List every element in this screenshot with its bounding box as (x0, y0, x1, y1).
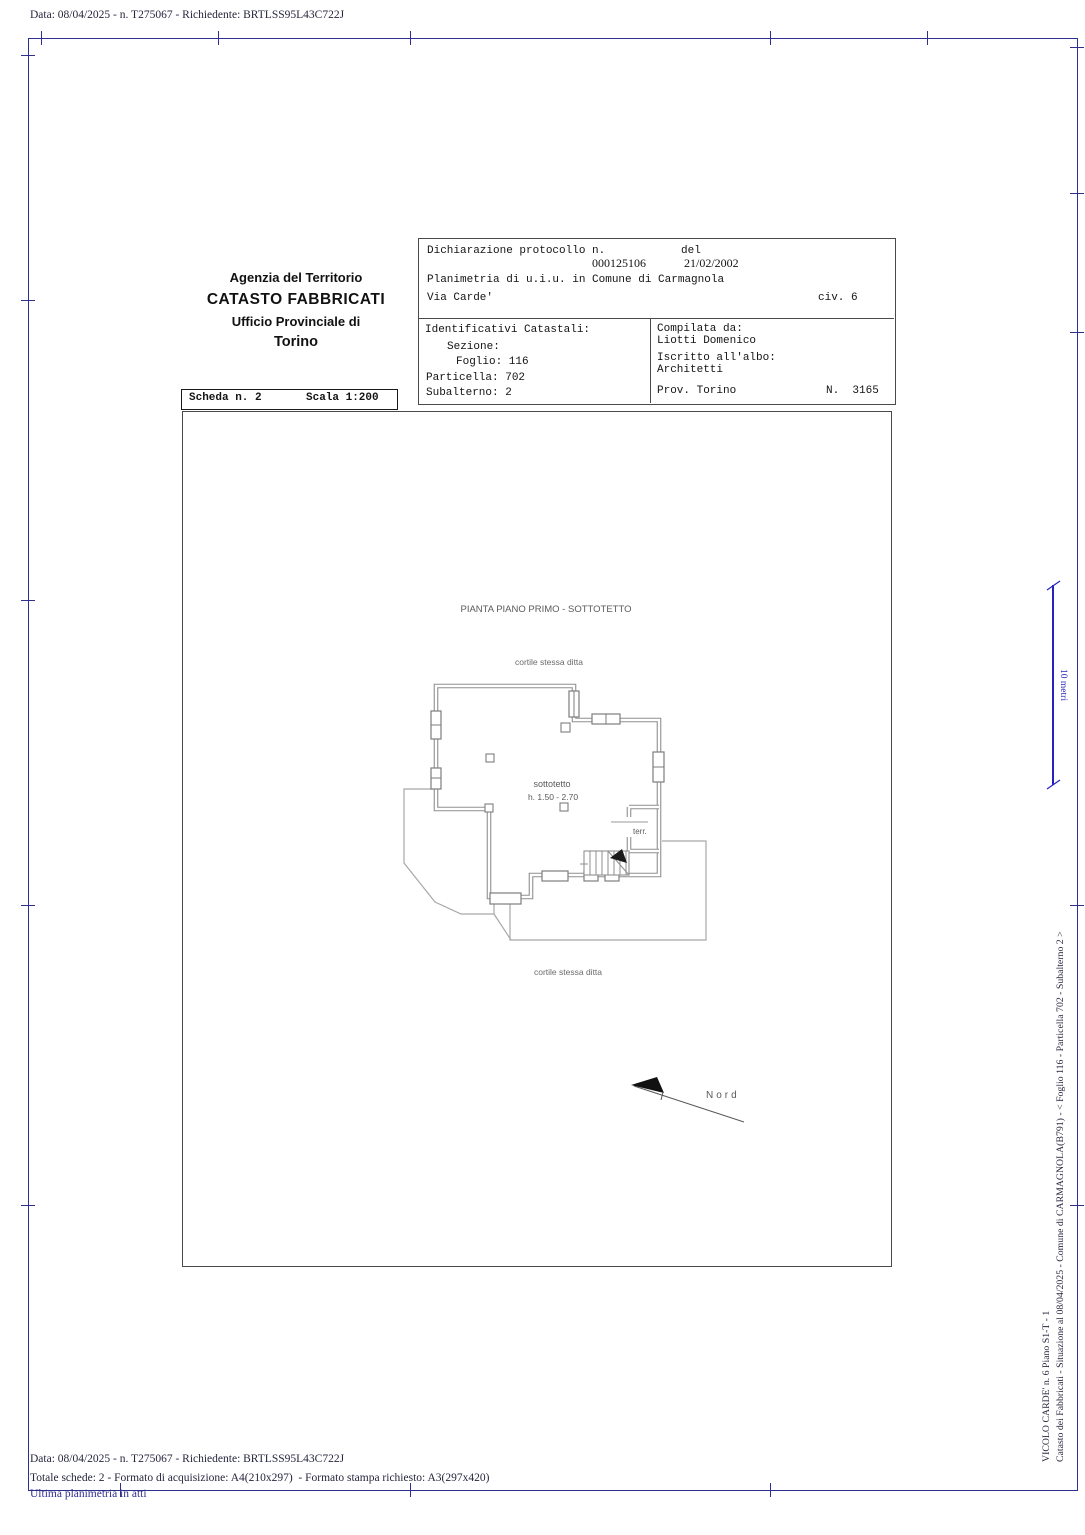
sezione-field: Sezione: (447, 341, 500, 353)
north-arrow (631, 1077, 744, 1122)
window (542, 871, 568, 881)
identificativi-title: Identificativi Catastali: (425, 324, 591, 336)
frame-tick (1070, 332, 1084, 333)
subalterno-field: Subalterno: 2 (426, 387, 512, 399)
scheda-number: Scheda n. 2 (189, 392, 262, 404)
declaration-divider-vertical (650, 318, 651, 403)
frame-tick (1070, 905, 1084, 906)
office-city: Torino (273, 334, 319, 350)
frame-tick (1070, 193, 1084, 194)
frame-tick (770, 1483, 771, 1497)
frame-tick (1070, 47, 1084, 48)
frame-tick (21, 1205, 35, 1206)
foglio-field: Foglio: 116 (456, 356, 529, 368)
roof-hatch-square (485, 804, 493, 812)
window-centerlines (431, 691, 664, 778)
albo-label: Iscritto all'albo: (657, 352, 776, 364)
document-reference-header: Data: 08/04/2025 - n. T275067 - Richiedente: BRTLSS95L43C722J (30, 9, 345, 21)
catasto-title: CATASTO FABBRICATI (206, 291, 386, 308)
albo-number: N. 3165 (826, 385, 879, 397)
prov-field: Prov. Torino (657, 385, 737, 397)
plan-title: PIANTA PIANO PRIMO - SOTTOTETTO (460, 604, 632, 615)
footer-formats: Totale schede: 2 - Formato di acquisizione: A4(210x297) - Formato stampa richiesto: A3(297x420) (30, 1472, 490, 1484)
window (490, 893, 521, 904)
office-label: Ufficio Provinciale di (231, 314, 361, 329)
planimetria-line: Planimetria di u.i.u. in Comune di Carmagnola (427, 274, 725, 286)
protocol-number: 000125106 (592, 256, 646, 270)
scale-bar (1036, 565, 1080, 805)
civic-number: civ. 6 (818, 292, 858, 304)
vtext-catasto: Catasto dei Fabbricati - Situazione al 08/04/2025 - Comune di CARMAGNOLA(B791) - < Foglio 116 - Particella 702 - Subalterno 2 > (1055, 931, 1066, 1462)
declaration-divider-horizontal (418, 318, 894, 319)
room-label: sottotetto (533, 779, 571, 789)
footer-ultima-planimetria: Ultima planimetria in atti (30, 1488, 147, 1500)
right-margin-text (1040, 927, 1068, 1462)
frame-tick (21, 600, 35, 601)
north-label: Nord (706, 1090, 740, 1101)
stairs (580, 849, 629, 875)
agency-header (182, 270, 410, 350)
scale-bar-label: 10 metri (1058, 669, 1068, 701)
frame-tick (218, 31, 219, 45)
roof-hatch-square (486, 754, 494, 762)
scheda-box (181, 389, 398, 410)
frame-tick (770, 31, 771, 45)
terrace-connector-line (494, 914, 511, 940)
vtext-address: VICOLO CARDE' n. 6 Piano S1-T - 1 (1041, 1310, 1052, 1462)
compilata-name: Liotti Domenico (657, 335, 757, 347)
terrace-label: terr. (633, 827, 647, 836)
corner-post-square (561, 723, 570, 732)
frame-tick (1070, 1205, 1084, 1206)
protocol-label: Dichiarazione protocollo n. (427, 245, 606, 257)
albo-value: Architetti (657, 364, 724, 376)
frame-tick (410, 1483, 411, 1497)
frame-tick (21, 55, 35, 56)
height-label: h. 1.50 - 2.70 (527, 792, 579, 802)
courtyard-label-top: cortile stessa ditta (514, 657, 584, 667)
frame-tick (410, 31, 411, 45)
compilata-label: Compilata da: (657, 323, 743, 335)
agency-name: Agenzia del Territorio (229, 270, 363, 285)
roof-hatch-square (560, 803, 568, 811)
courtyard-label-bottom: cortile stessa ditta (533, 967, 603, 977)
street-name: Via Carde' (427, 292, 494, 304)
particella-field: Particella: 702 (426, 372, 526, 384)
frame-tick (21, 300, 35, 301)
frame-tick (21, 905, 35, 906)
protocol-date: 21/02/2002 (684, 256, 739, 270)
document-reference-footer: Data: 08/04/2025 - n. T275067 - Richiedente: BRTLSS95L43C722J (30, 1453, 345, 1465)
protocol-del-label: del (681, 245, 701, 257)
scale-label: Scala 1:200 (306, 392, 379, 404)
floor-plan-drawing (182, 411, 890, 1265)
frame-tick (927, 31, 928, 45)
frame-tick (41, 31, 42, 45)
